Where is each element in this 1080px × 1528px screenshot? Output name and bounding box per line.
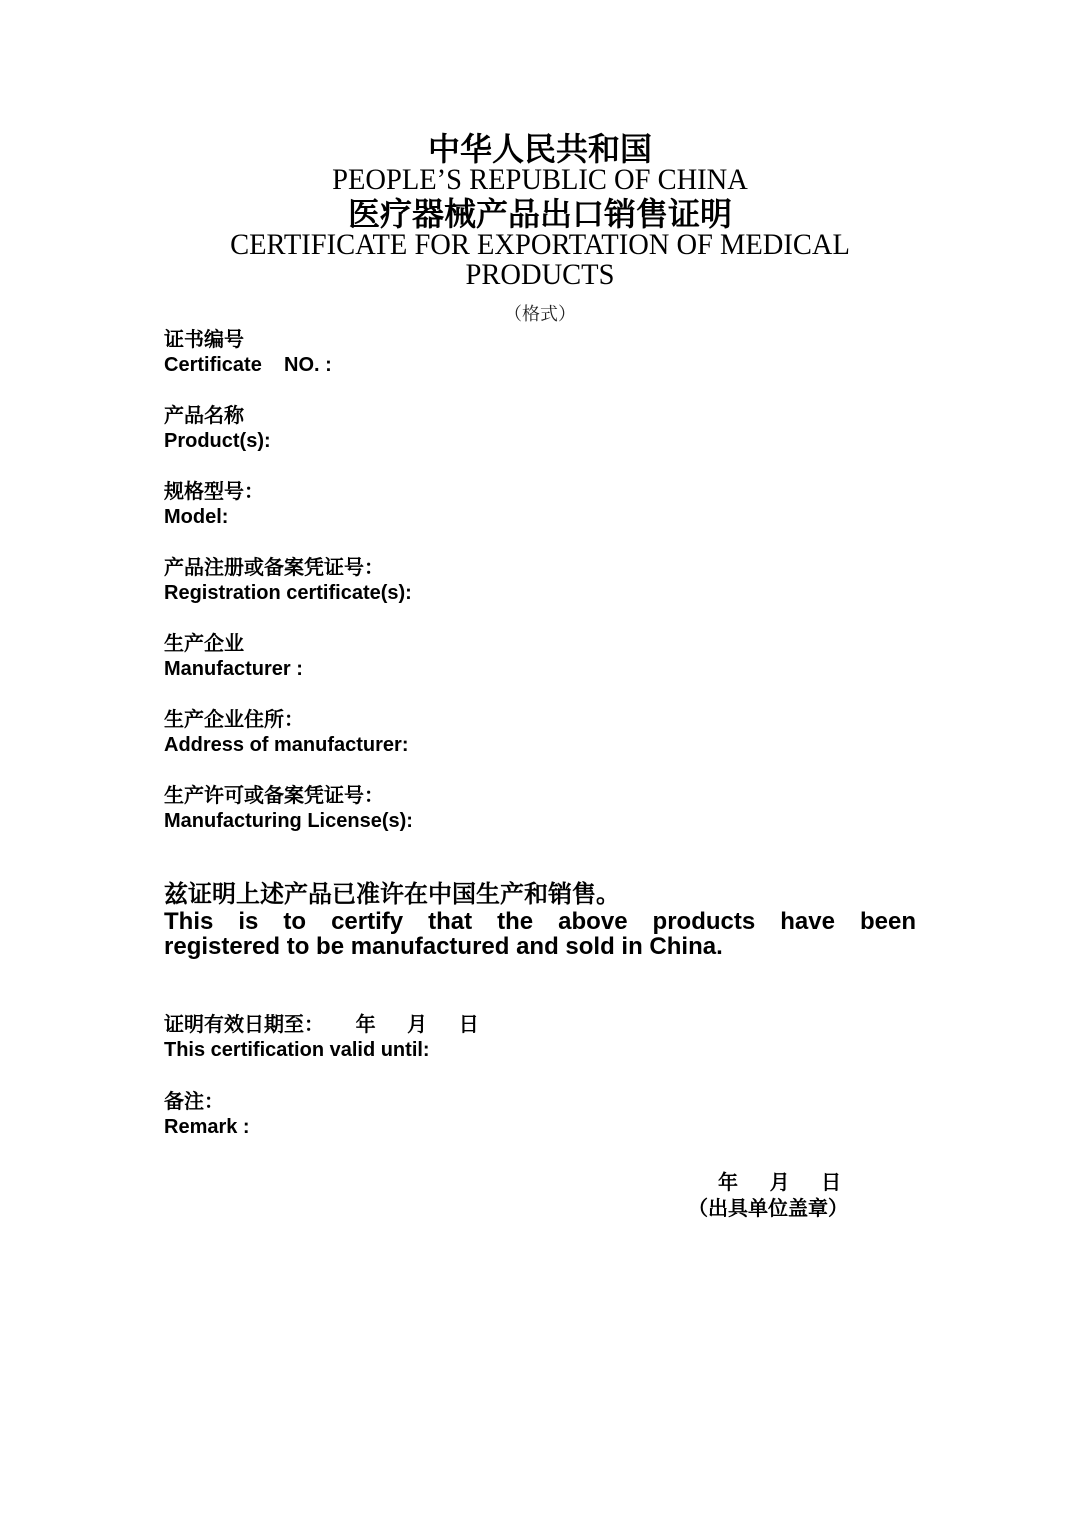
- field-label-cn: 生产企业: [164, 633, 244, 655]
- remark-label-cn: 备注：: [164, 1091, 224, 1113]
- signature-day: 日: [821, 1172, 842, 1194]
- field-label-en: Product(s):: [164, 430, 271, 452]
- statement-en-line1: This is to certify that the above products have been: [164, 908, 916, 935]
- field-label-en: Address of manufacturer:: [164, 734, 409, 756]
- title-en-line1: CERTIFICATE FOR EXPORTATION OF MEDICAL: [230, 228, 850, 261]
- validity-label-cn: 证明有效日期至：: [164, 1014, 324, 1036]
- field-label-cn: 证书编号: [164, 329, 244, 351]
- field-label-en: Manufacturing License(s):: [164, 810, 413, 832]
- statement-cn: 兹证明上述产品已准许在中国生产和销售。: [164, 881, 620, 908]
- signature-month: 月: [769, 1172, 790, 1194]
- field-label-en: Model:: [164, 506, 229, 528]
- validity-month: 月: [407, 1014, 428, 1036]
- country-cn: 中华人民共和国: [427, 131, 652, 167]
- seal-note: （出具单位盖章）: [688, 1198, 848, 1220]
- field-label-en: Manufacturer :: [164, 658, 303, 680]
- field-label-cn: 生产企业住所：: [164, 709, 304, 731]
- field-label-cn: 产品注册或备案凭证号：: [164, 557, 384, 579]
- validity-label-en: This certification valid until:: [164, 1039, 430, 1061]
- signature-year: 年: [718, 1172, 738, 1194]
- validity-year: 年: [355, 1014, 376, 1036]
- validity-day: 日: [458, 1014, 479, 1036]
- statement-en-line2: registered to be manufactured and sold in China.: [164, 933, 723, 960]
- country-en: PEOPLE’S REPUBLIC OF CHINA: [332, 163, 748, 196]
- title-en-line2: PRODUCTS: [465, 258, 615, 291]
- field-label-cn: 规格型号：: [164, 481, 264, 503]
- field-label-cn: 产品名称: [164, 405, 244, 427]
- field-label-en: Certificate NO. :: [164, 354, 332, 376]
- remark-label-en: Remark :: [164, 1116, 250, 1138]
- field-label-en: Registration certificate(s):: [164, 582, 412, 604]
- field-label-cn: 生产许可或备案凭证号：: [164, 785, 384, 807]
- title-cn: 医疗器械产品出口销售证明: [347, 196, 732, 232]
- format-note: （格式）: [504, 304, 576, 324]
